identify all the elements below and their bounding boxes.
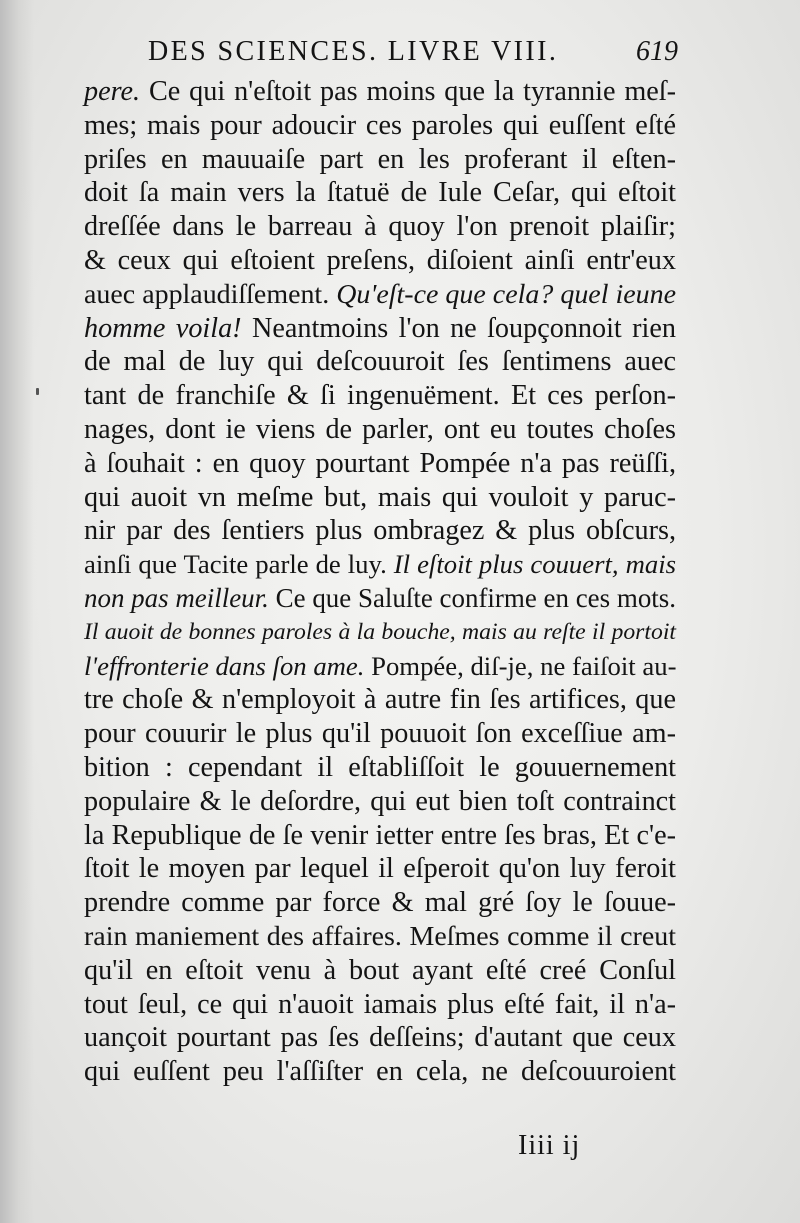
text-run: Ce qui n'eſtoit pas moins que la tyrannie meſ- (140, 76, 676, 107)
running-head-title: DES SCIENCES. LIVRE VIII. (148, 36, 559, 67)
text-run: qu'il en eſtoit venu à bout ayant eſté creé Conſul (84, 954, 676, 986)
text-line (84, 278, 676, 312)
text-line (84, 582, 676, 616)
italic-text-run: Il eſtoit plus couuert, mais (393, 549, 677, 580)
text-run: Pompée, diſ-je, ne faiſoit au- (364, 650, 677, 681)
text-line (84, 1021, 676, 1055)
text-run: prendre comme par force & mal gré ſoy le ſouue- (84, 887, 676, 919)
ink-speck (36, 388, 39, 395)
italic-text-run: non pas meilleur. (84, 582, 269, 613)
text-run: qui euſſent peu l'aſſiſter en cela, ne deſcouuroient (84, 1056, 676, 1088)
text-line (84, 954, 676, 988)
text-run: à ſouhait : en quoy pourtant Pompée n'a pas reüſſi, (84, 447, 676, 479)
text-line (84, 345, 676, 379)
italic-text-run: pere. (84, 76, 141, 107)
text-line (84, 819, 676, 853)
page-gutter-shadow (0, 0, 34, 1223)
text-run: tout ſeul, ce qui n'auoit iamais plus eſté fait, il n'a- (84, 988, 676, 1020)
text-line (84, 988, 676, 1022)
text-line (84, 143, 676, 177)
text-run: nages, dont ie viens de parler, ont eu toutes choſes (84, 413, 676, 445)
text-line (84, 176, 676, 210)
text-line (84, 514, 676, 548)
body-text (84, 75, 676, 1089)
italic-text-run: Il auoit de bonnes paroles à la bouche, mais au reſte il portoit (84, 618, 676, 645)
text-line (84, 447, 676, 481)
text-run: ainſi que Tacite parle de luy. (84, 549, 394, 580)
text-run: doit ſa main vers la ſtatuë de Iule Ceſar, qui eſtoit (84, 177, 676, 209)
text-run: dreſſée dans le barreau à quoy l'on prenoit plaiſir; (84, 211, 676, 243)
signature-mark: Iiii ij (518, 1130, 581, 1161)
text-run: mes; mais pour adoucir ces paroles qui euſſent eſté (84, 109, 676, 141)
italic-text-run: homme voila! (84, 312, 242, 344)
text-run: Ce que Saluſte confirme en ces mots. (268, 582, 677, 613)
text-line (84, 785, 676, 819)
text-run: de mal de luy qui deſcouuroit ſes ſentimens auec (84, 346, 676, 378)
text-line (84, 751, 676, 785)
page-number: 619 (636, 36, 678, 67)
italic-text-run: l'effronterie dans ſon ame. (84, 650, 365, 681)
text-line (84, 548, 676, 582)
text-line (84, 650, 676, 684)
text-line (84, 75, 676, 109)
text-line (84, 852, 676, 886)
text-run: la Republique de ſe venir ietter entre ſes bras, Et c'e- (84, 819, 676, 851)
text-line (84, 616, 676, 650)
text-line (84, 481, 676, 515)
text-line (84, 1055, 676, 1089)
text-line (84, 109, 676, 143)
text-line (84, 717, 676, 751)
text-run: uançoit pourtant pas ſes deſſeins; d'autant que ceux (84, 1022, 676, 1054)
text-line (84, 244, 676, 278)
text-run: tant de franchiſe & ſi ingenuëment. Et ces perſon- (84, 380, 676, 412)
text-line (84, 920, 676, 954)
text-line (84, 210, 676, 244)
text-line (84, 413, 676, 447)
running-head (148, 36, 678, 76)
text-run: Neantmoins l'on ne ſoupçonnoit rien (241, 312, 676, 344)
text-run: & ceux qui eſtoient preſens, diſoient ainſi entr'eux (84, 244, 676, 276)
text-run: rain maniement des affaires. Meſmes comme il creut (84, 920, 676, 952)
text-run: bition : cependant il eſtabliſſoit le gouuernement (84, 751, 676, 783)
text-run: populaire & le deſordre, qui eut bien toſt contrainct (84, 785, 676, 817)
text-run: auec applaudiſſement. (84, 278, 337, 310)
text-line (84, 379, 676, 413)
text-run: tre choſe & n'employoit à autre fin ſes artifices, que (84, 684, 676, 716)
text-run: pour couurir le plus qu'il pouuoit ſon exceſſiue am- (84, 718, 676, 750)
text-line (84, 886, 676, 920)
text-run: nir par des ſentiers plus ombragez & plus obſcurs, (84, 515, 676, 547)
text-line (84, 683, 676, 717)
text-line (84, 312, 676, 346)
italic-text-run: Qu'eſt-ce que cela? quel ieune (336, 278, 676, 310)
text-run: priſes en mauuaiſe part en les proferant il eſten- (84, 143, 676, 175)
text-run: qui auoit vn meſme but, mais qui vouloit y paruc- (84, 481, 676, 513)
text-run: ſtoit le moyen par lequel il eſperoit qu'on luy feroit (84, 853, 676, 885)
